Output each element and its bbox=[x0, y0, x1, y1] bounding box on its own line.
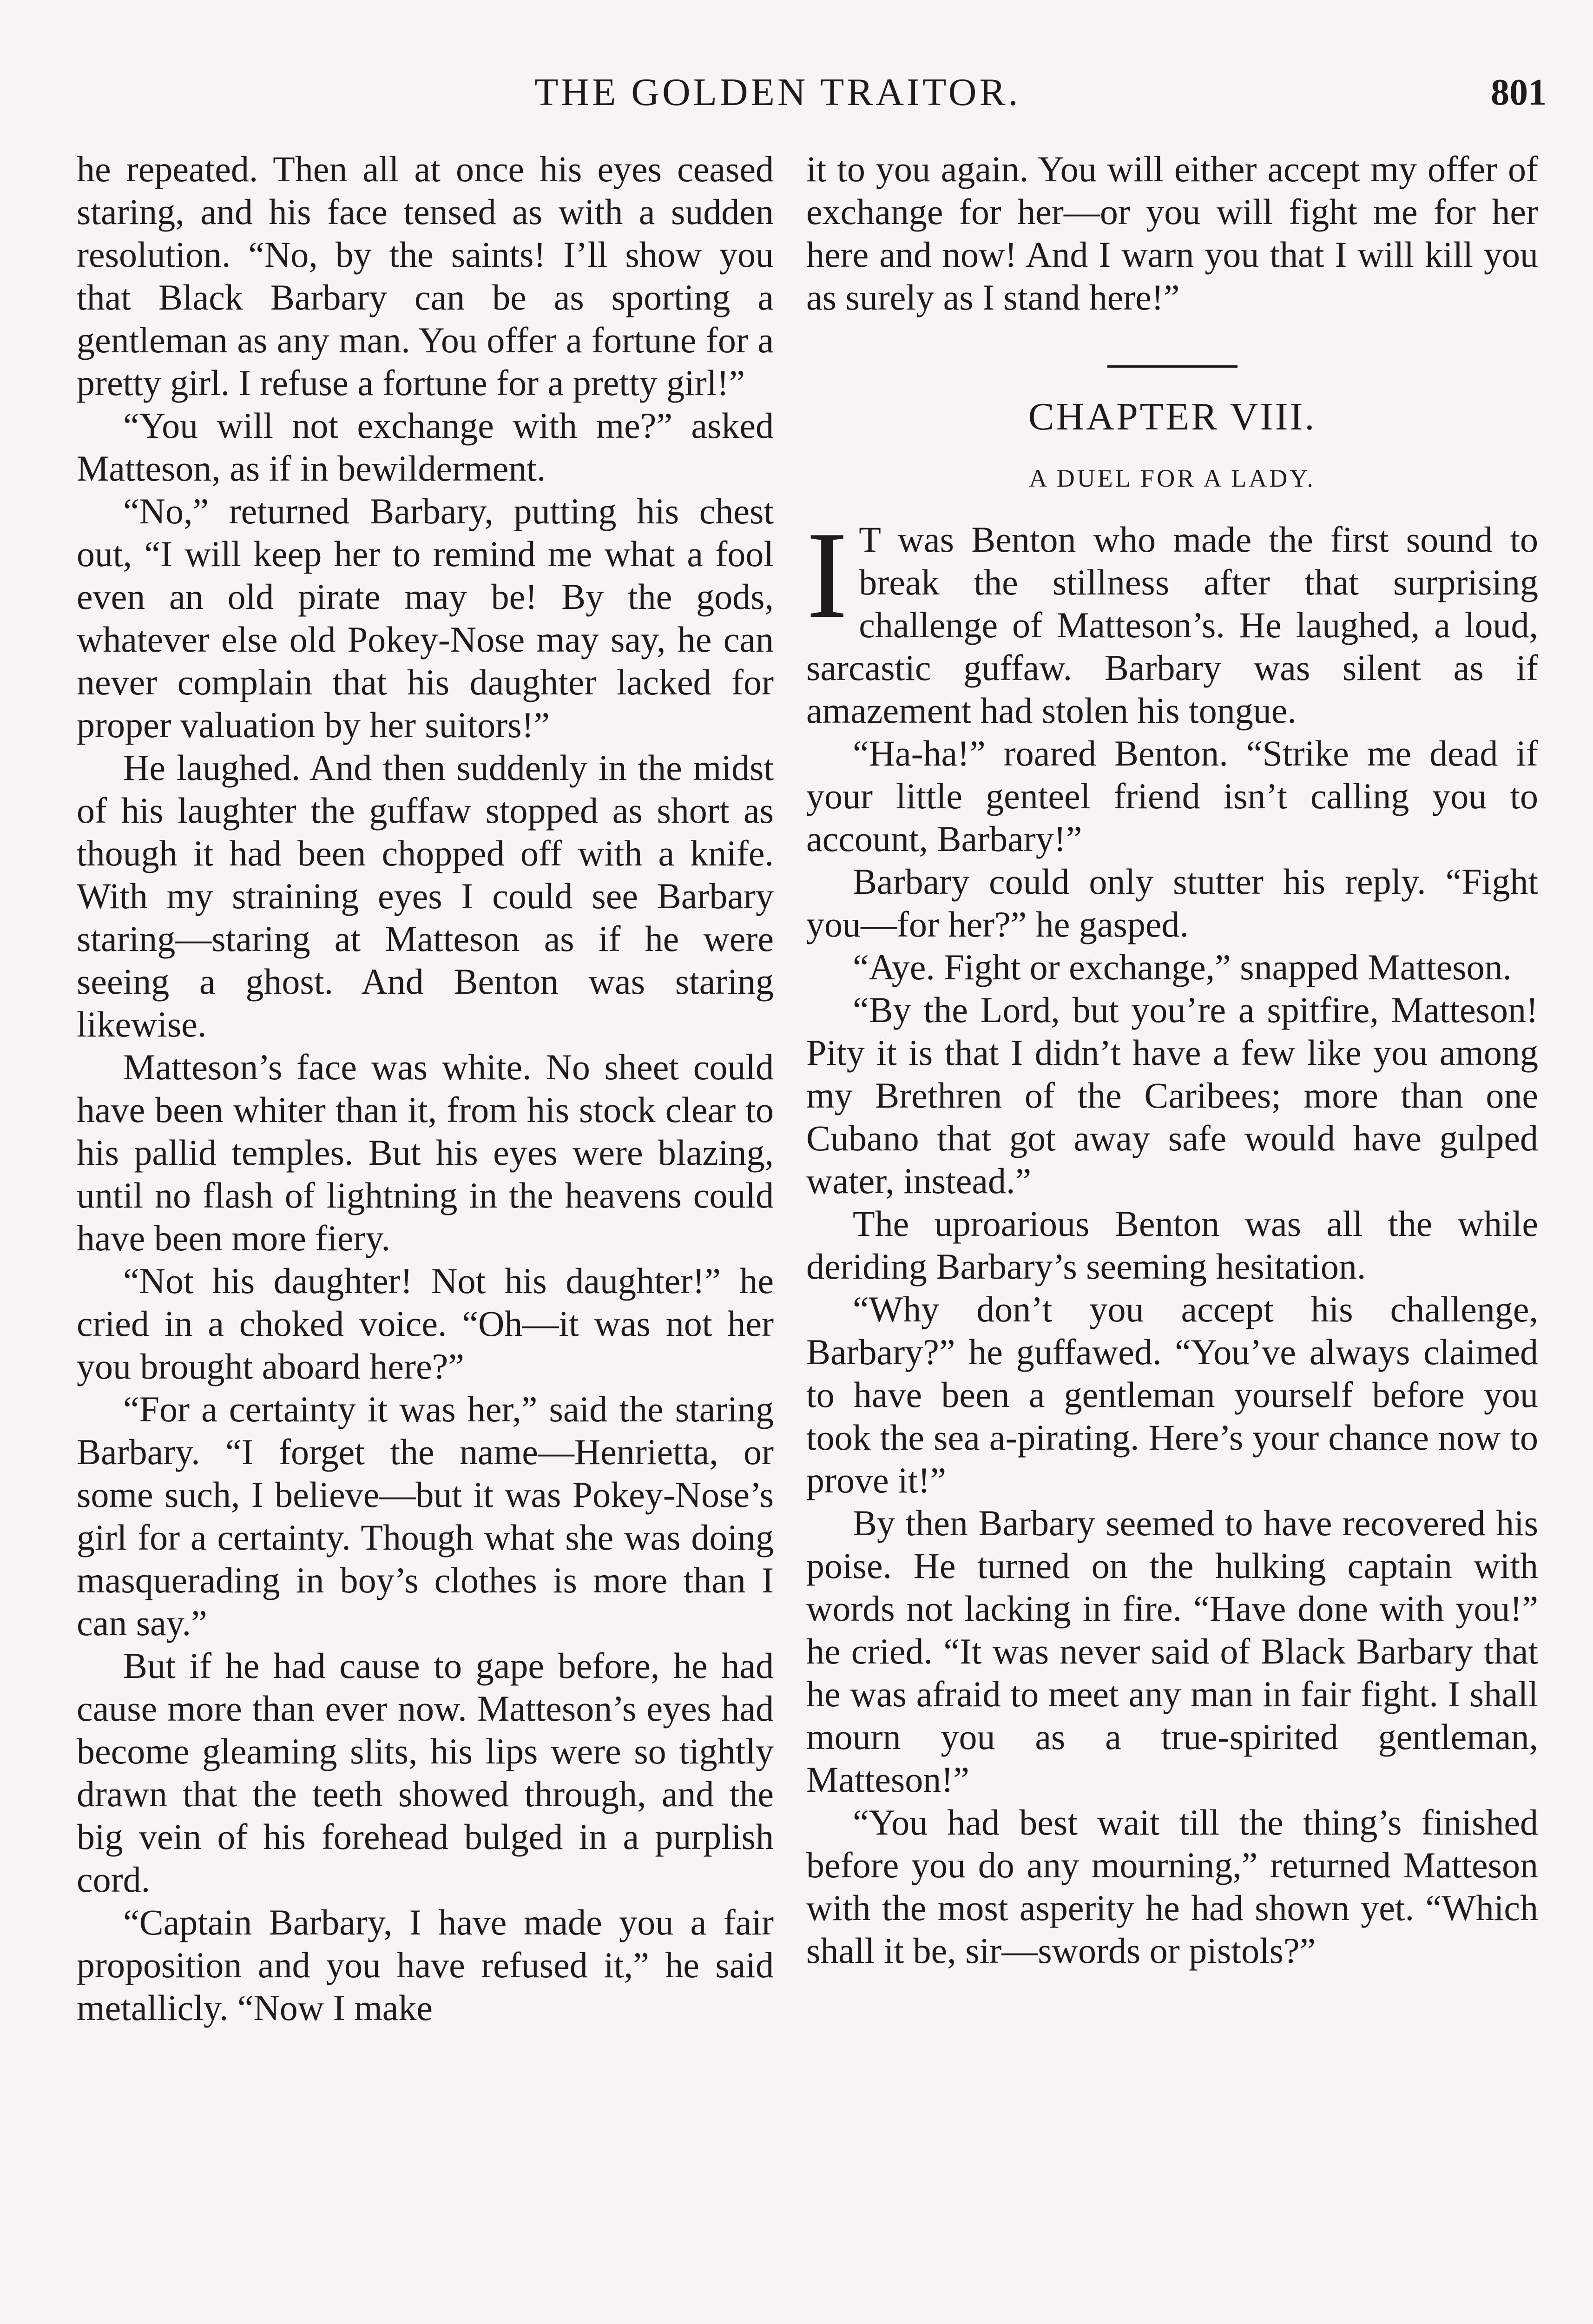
left-column bbox=[77, 148, 774, 2029]
paragraph: it to you again. You will either accept my offer of exchange for her—or you will fight me for her here and now! And I warn you that I will kill you as surely as I stand here!” bbox=[806, 149, 1538, 317]
drop-cap: I bbox=[806, 506, 848, 644]
paragraph: The uproarious Benton was all the while deriding Barbary’s seeming hesitation. bbox=[806, 1203, 1538, 1287]
paragraph: “No,” returned Barbary, putting his chest out, “I will keep her to remind me what a fool even an old pirate may be! By the gods, whatever else old Pokey-Nose may say, he can never complain that his daughter lacked for proper valuation by her suitors!” bbox=[77, 491, 774, 745]
chapter-opening-paragraph bbox=[806, 506, 1538, 732]
paragraph: By then Barbary seemed to have recovered his poise. He turned on the hulking captain with words not lacking in fire. “Have done with you!” he cried. “It was never said of Black Barbary that he was afraid to meet any man in fair fight. I shall mourn you as a true-spirited gentleman, Matteson!” bbox=[806, 1503, 1538, 1800]
paragraph: But if he had cause to gape before, he had cause more than ever now. Matteson’s eyes had become gleaming slits, his lips were so tightly drawn that the teeth showed through, and the big vein of his forehead bulged in a purplish cord. bbox=[77, 1645, 774, 1900]
section-divider bbox=[1107, 365, 1238, 368]
paragraph: “You will not exchange with me?” asked Matteson, as if in bewilderment. bbox=[77, 405, 774, 489]
paragraph: “Captain Barbary, I have made you a fair proposition and you have refused it,” he said metallicly. “Now I make bbox=[77, 1902, 774, 2028]
paragraph: He laughed. And then suddenly in the midst of his laughter the guffaw stopped as short as though it had been chopped off with a knife. With my straining eyes I could see Barbary staring—staring at Matteson as if he were seeing a ghost. And Benton was staring likewise. bbox=[77, 747, 774, 1044]
paragraph: Barbary could only stutter his reply. “Fight you—for her?” he gasped. bbox=[806, 861, 1538, 944]
running-head: THE GOLDEN TRAITOR. bbox=[534, 71, 1021, 114]
paragraph: “You had best wait till the thing’s finished before you do any mourning,” returned Matteson with the most asperity he had shown yet. “Which shall it be, sir—swords or pistols?” bbox=[806, 1802, 1538, 1971]
paragraph: “Not his daughter! Not his daughter!” he cried in a choked voice. “Oh—it was not her you brought aboard here?” bbox=[77, 1261, 774, 1386]
paragraph: “By the Lord, but you’re a spitfire, Matteson! Pity it is that I didn’t have a few like you among my Brethren of the Caribees; more than one Cubano that got away safe would have gulped water, instead.” bbox=[806, 990, 1538, 1201]
paragraph: he repeated. Then all at once his eyes ceased staring, and his face tensed as with a sudden resolution. “No, by the saints! I’ll show you that Black Barbary can be as sporting a gentleman as any man. You offer a fortune for a pretty girl. I refuse a fortune for a pretty girl!” bbox=[77, 149, 774, 403]
paragraph: Matteson’s face was white. No sheet could have been whiter than it, from his stock clear to his pallid temples. But his eyes were blazing, until no flash of lightning in the heavens could have been more fiery. bbox=[77, 1047, 774, 1258]
paragraph: “Ha-ha!” roared Benton. “Strike me dead if your little genteel friend isn’t calling you to account, Barbary!” bbox=[806, 733, 1538, 859]
opening-text: T was Benton who made the first sound to break the stillness after that surprising challenge of Matteson’s. He laughed, a loud, sarcastic guffaw. Barbary was silent as if amazement had stolen his tongue. bbox=[806, 519, 1538, 731]
right-column bbox=[806, 148, 1538, 1972]
page-header bbox=[0, 70, 1593, 121]
page-number: 801 bbox=[1491, 72, 1547, 113]
chapter-title: CHAPTER VIII. bbox=[1028, 395, 1317, 438]
chapter-subtitle: A DUEL FOR A LADY. bbox=[1029, 464, 1316, 492]
paragraph: “For a certainty it was her,” said the staring Barbary. “I forget the name—Henrietta, or some such, I believe—but it was Pokey-Nose’s girl for a certainty. Though what she was doing masquerading in boy’s clothes is more than I can say.” bbox=[77, 1389, 774, 1643]
paragraph: “Why don’t you accept his challenge, Barbary?” he guffawed. “You’ve always claimed to have been a gentleman yourself before you took the sea a-pirating. Here’s your chance now to prove it!” bbox=[806, 1289, 1538, 1500]
paragraph: “Aye. Fight or exchange,” snapped Matteson. bbox=[853, 947, 1512, 987]
